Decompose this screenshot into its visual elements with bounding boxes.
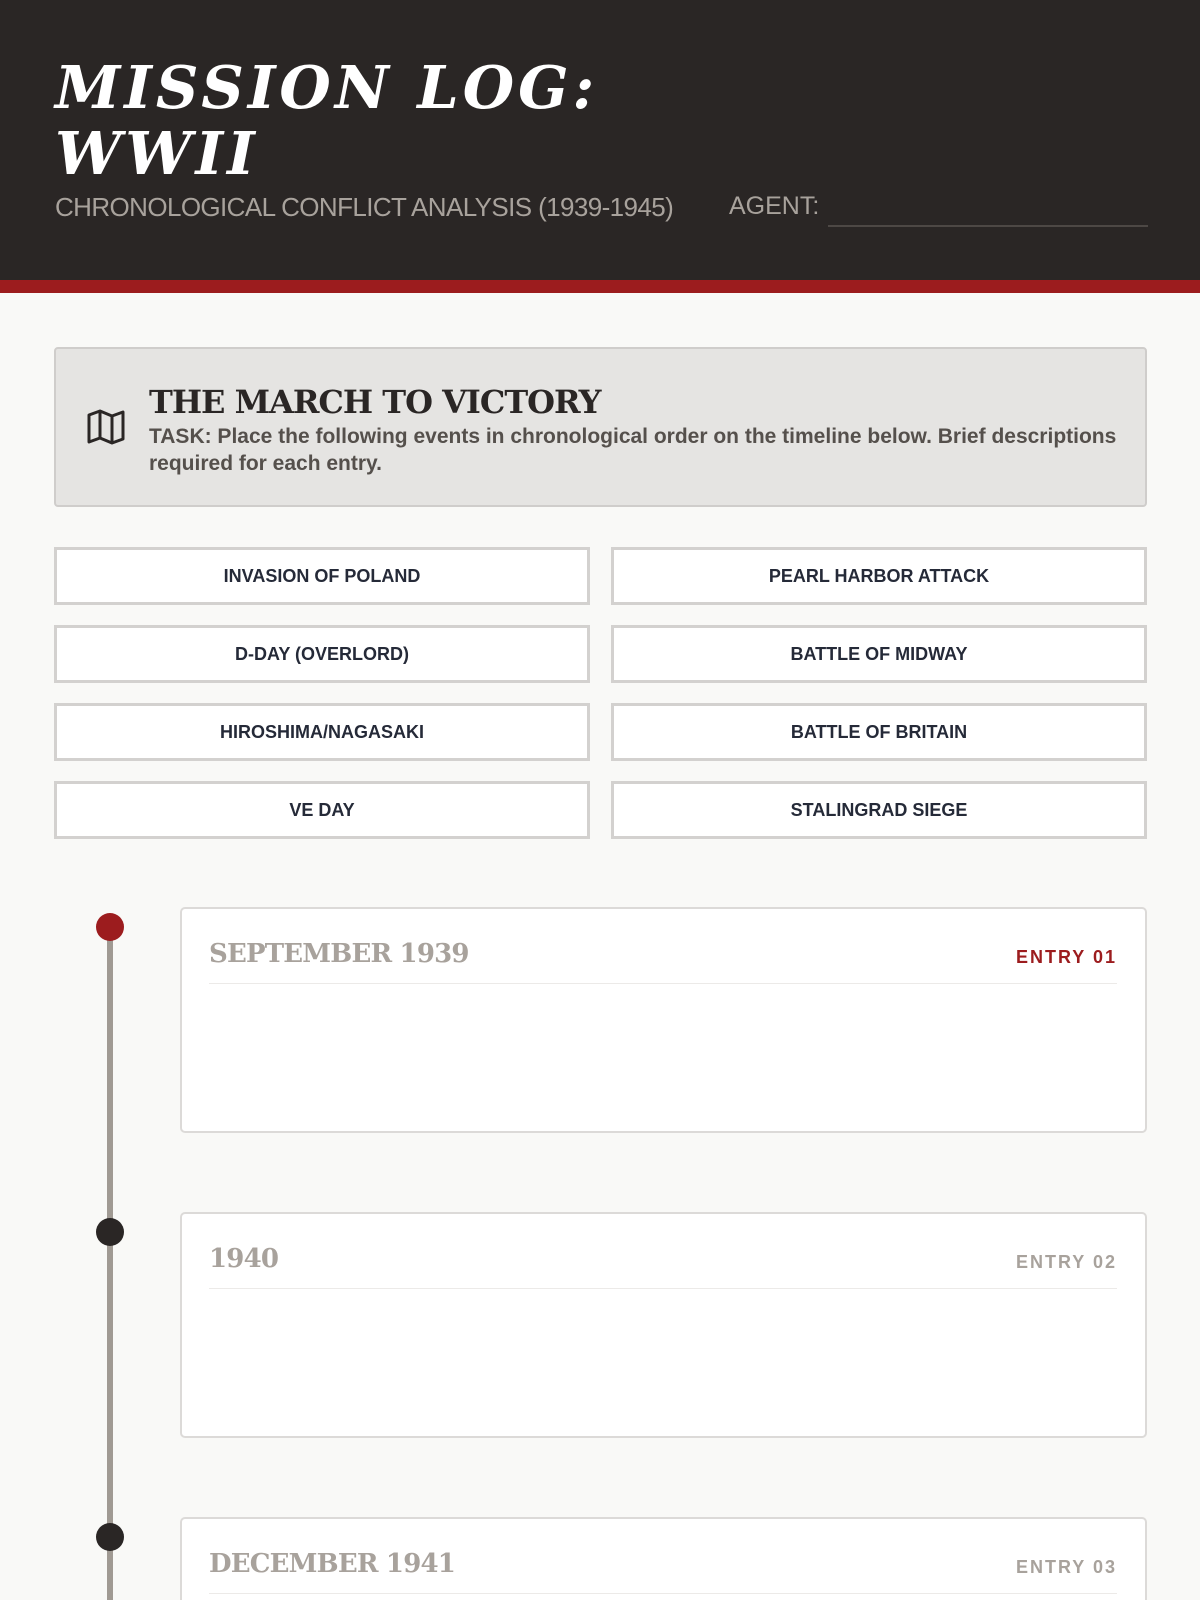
task-panel	[54, 347, 1147, 507]
timeline-dot	[96, 1523, 124, 1551]
event-card-stalingrad-siege[interactable]: STALINGRAD SIEGE	[611, 781, 1147, 839]
event-card-invasion-of-poland[interactable]: INVASION OF POLAND	[54, 547, 590, 605]
event-card-hiroshima-nagasaki[interactable]: HIROSHIMA/NAGASAKI	[54, 703, 590, 761]
timeline-dot-active	[96, 913, 124, 941]
event-card-d-day[interactable]: D-DAY (OVERLORD)	[54, 625, 590, 683]
agent-label: AGENT:	[729, 192, 820, 220]
entry-number: ENTRY 02	[1015, 1252, 1117, 1272]
task-description: TASK: Place the following events in chronological order on the timeline below. Brief descriptions required for each entry.	[149, 425, 1117, 475]
entry-date: SEPTEMBER 1939	[209, 939, 469, 969]
map-icon	[86, 409, 126, 445]
page-title: MISSION LOG: WWII	[55, 53, 599, 188]
header-accent-stripe	[0, 280, 1200, 293]
page-subtitle: CHRONOLOGICAL CONFLICT ANALYSIS (1939-1945)	[55, 192, 674, 222]
entry-number: ENTRY 03	[1015, 1557, 1117, 1577]
entry-number: ENTRY 01	[1015, 947, 1117, 967]
event-card-ve-day[interactable]: VE DAY	[54, 781, 590, 839]
timeline-entry-card	[180, 907, 1147, 1133]
timeline-dot	[96, 1218, 124, 1246]
event-card-battle-of-britain[interactable]: BATTLE OF BRITAIN	[611, 703, 1147, 761]
entry-divider	[209, 1593, 1117, 1594]
entry-description-input[interactable]	[209, 995, 1117, 1117]
entry-date: 1940	[209, 1244, 279, 1274]
entry-divider	[209, 1288, 1117, 1289]
entry-date: DECEMBER 1941	[209, 1549, 456, 1579]
timeline-line	[107, 925, 113, 1600]
header	[0, 0, 1200, 280]
entry-description-input[interactable]	[209, 1300, 1117, 1422]
agent-name-input[interactable]	[828, 196, 1148, 227]
entry-divider	[209, 983, 1117, 984]
timeline-entry-card	[180, 1517, 1147, 1600]
event-card-pearl-harbor[interactable]: PEARL HARBOR ATTACK	[611, 547, 1147, 605]
timeline-entry-card	[180, 1212, 1147, 1438]
event-card-battle-of-midway[interactable]: BATTLE OF MIDWAY	[611, 625, 1147, 683]
task-title: THE MARCH TO VICTORY	[149, 383, 601, 421]
